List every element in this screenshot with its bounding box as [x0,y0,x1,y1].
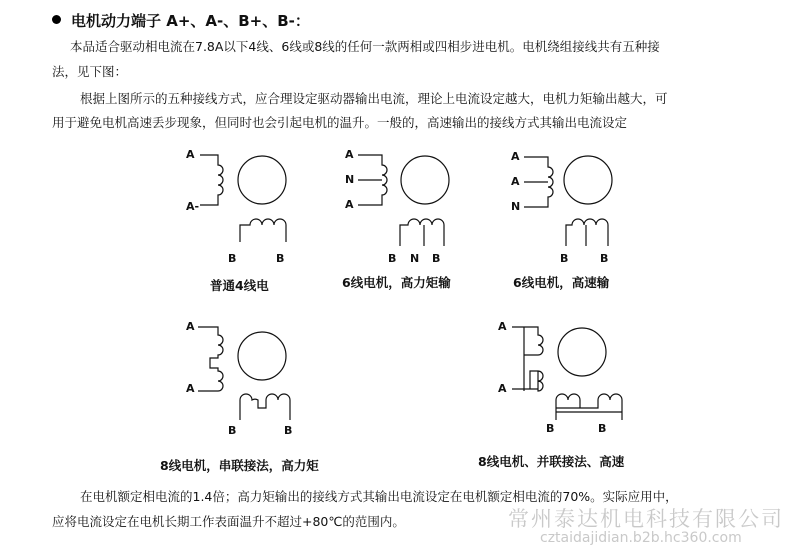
heading-text: 电机动力端子 A+、A-、B+、B-： [71,12,310,30]
diagram3-label-a2: A [511,175,520,188]
diagram2-coil-a [358,155,387,205]
diagram3-label-b2: B [600,252,609,265]
diagram1-coil-b [240,219,286,242]
diagram2-label-b1: B [388,252,397,265]
diagram2-label-a2: A [345,198,354,211]
diagram-6-wire-high-torque [345,148,449,265]
current-paragraph-line2: 用于避免电机高速丢步现象，但同时也会引起电机的温升。一般的，高速输出的接线方式其输出电流设定 [52,115,628,130]
diagram1-label-b2: B [276,252,285,265]
diagram3-coil-a [524,157,553,207]
diagram5-motor-rotor [558,328,606,376]
intro-paragraph-line1: 本品适合驱动相电流在7.8A以下4线、6线或8线的任何一款两相或四相步进电机。电机绕组接线共有五种接 [70,39,660,54]
diagram2-label-n2: N [410,252,420,265]
diagram4-coil-b [240,394,290,420]
diagram5-coil-b [556,394,622,420]
diagram5-caption: 8线电机、并联接法、高速 [478,454,625,469]
diagram2-label-n: N [345,173,355,186]
diagram4-label-a2: A [186,382,195,395]
diagram2-caption: 6线电机，高力矩输 [342,275,451,290]
diagram5-label-b2: B [598,422,607,435]
closing-paragraph-line1: 在电机额定相电流的1.4倍；高力矩输出的接线方式其输出电流设定在电机额定相电流的70%。实际应用中， [80,489,678,504]
diagram3-label-a1: A [511,150,520,163]
diagram3-label-n: N [511,200,521,213]
diagram-8-wire-series [186,320,292,437]
diagram5-coil-a [512,327,543,391]
diagram3-caption: 6线电机，高速输 [513,275,610,290]
diagram2-label-a1: A [345,148,354,161]
diagram2-label-b2: B [432,252,441,265]
diagram2-motor-rotor [401,156,449,204]
diagram1-motor-rotor [238,156,286,204]
diagram5-label-a1: A [498,320,507,333]
closing-paragraph-line2: 应将电流设定在电机长期工作表面温升不超过+80℃的范围内。 [52,514,405,529]
diagram1-caption: 普通4线电 [210,278,269,293]
diagram3-coil-b [566,219,608,246]
diagram1-coil-a [200,155,223,205]
diagram4-coil-a [198,327,223,391]
current-paragraph-line1: 根据上图所示的五种接线方式，应合理设定驱动器输出电流，理论上电流设定越大，电机力矩输出越大，可 [80,91,668,106]
diagram5-label-a2: A [498,382,507,395]
watermark-url: cztaidajidian.b2b.hc360.com [540,530,742,546]
diagram4-label-b1: B [228,424,237,437]
diagram1-label-a-minus: A- [186,200,200,213]
diagram1-label-b1: B [228,252,237,265]
diagram5-label-b1: B [546,422,555,435]
diagram4-caption: 8线电机，串联接法，高力矩 [160,458,319,473]
diagram4-label-b2: B [284,424,293,437]
diagram-6-wire-high-speed [511,150,612,265]
diagram2-coil-b [400,219,444,246]
diagram4-motor-rotor [238,332,286,380]
watermark-company: 常州泰达机电科技有限公司 [508,507,784,531]
diagram4-label-a1: A [186,320,195,333]
diagram-4-wire [186,148,286,265]
diagram3-label-b1: B [560,252,569,265]
diagram-8-wire-parallel [498,320,622,435]
diagram1-label-a: A [186,148,195,161]
diagram3-motor-rotor [564,156,612,204]
intro-paragraph-line2: 法，见下图： [52,64,128,79]
